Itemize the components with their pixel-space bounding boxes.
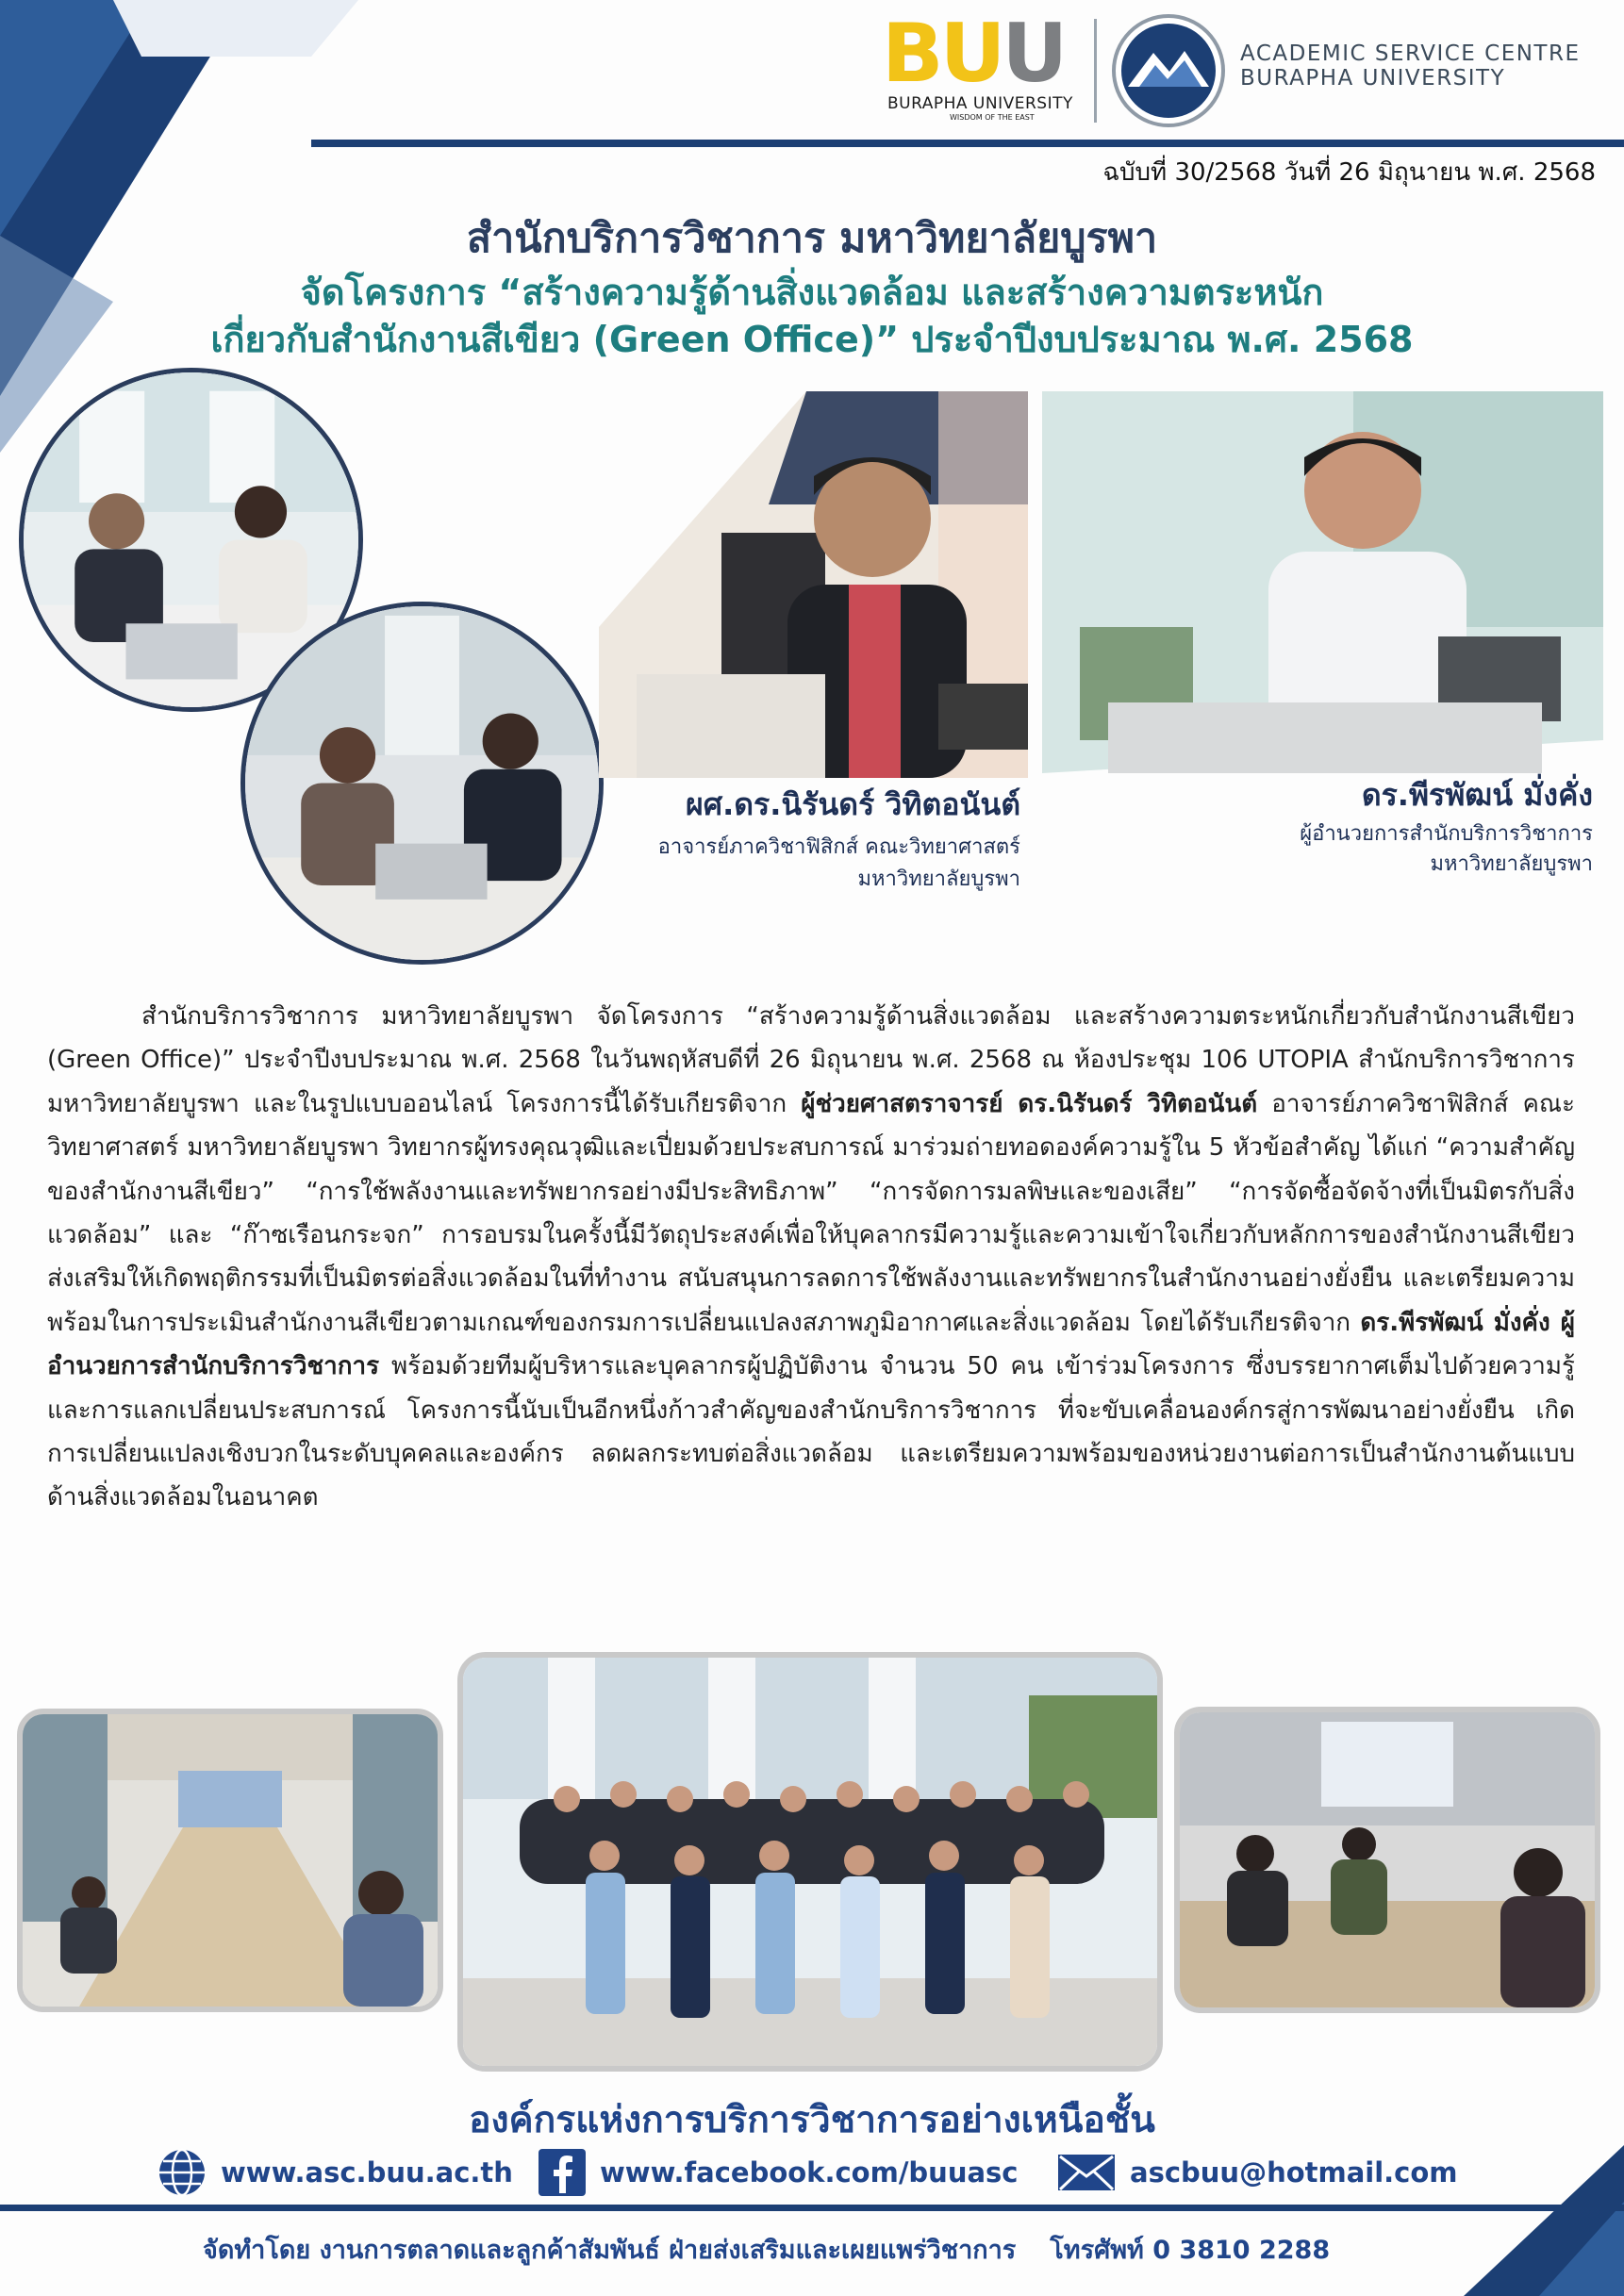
training-room-photo [1174, 1707, 1600, 2013]
headline-project-line1: จัดโครงการ “สร้างความรู้ด้านสิ่งแวดล้อม และสร้างความตระหนัก [300, 272, 1324, 313]
email-link[interactable]: ascbuu@hotmail.com [1130, 2156, 1458, 2189]
article-body [47, 995, 1575, 1520]
speaker-2-role: ผู้อำนวยการสำนักบริการวิชาการ [1300, 822, 1593, 846]
speaker-1-role: อาจารย์ภาควิชาฟิสิกส์ คณะวิทยาศาสตร์ [657, 835, 1020, 859]
footer-divider [0, 2205, 1624, 2211]
article-text-2: อาจารย์ภาควิชาฟิสิกส์ คณะวิทยาศาสตร์ มหาวิทยาลัยบูรพา วิทยากรผู้ทรงคุณวุฒิและเปี่ยมด้วยประสบการณ์ มาร่วมถ่ายทอดองค์ความรู้ใน 5 หัวข้อสำคัญ ได้แก่ “ความสำคัญของสำนักงานสีเขียว” “การใช้พลังงานและทรัพยากรอย่างมีประสิทธิภาพ” “การจัดการมลพิษและของเสีย” “การจัดซื้อจัดจ้างที่เป็นมิตรกับสิ่งแวดล้อม” และ “ก๊าซเรือนกระจก” การอบรมในครั้งนี้มีวัตถุประสงค์เพื่อให้บุคลากรมีความรู้และความเข้าใจเกี่ยวกับหลักการของสำนักงานสีเขียว ส่งเสริมให้เกิดพฤติกรรมที่เป็นมิตรต่อสิ่งแวดล้อมในที่ทำงาน สนับสนุนการลดการใช้พลังงานและทรัพยากรในสำนักงานอย่างยั่งยืน และเตรียมความพร้อมในการประเมินสำนักงานสีเขียวตามเกณฑ์ของกรมการเปลี่ยนแปลงสภาพภูมิอากาศและสิ่งแวดล้อม โดยได้รับเกียรติจาก [47, 1089, 1576, 1337]
article-text-3: พร้อมด้วยทีมผู้บริหารและบุคลากรผู้ปฏิบัติงาน จำนวน 50 คน เข้าร่วมโครงการ ซึ่งบรรยากาศเต็มไปด้วยความรู้ และการแลกเปลี่ยนประสบการณ์ โครงการนี้นับเป็นอีกหนึ่งก้าวสำคัญของสำนักบริการวิชาการ ที่จะขับเคลื่อนองค์กรสู่การพัฒนาอย่างยั่งยืน เกิดการเปลี่ยนแปลงเชิงบวกในระดับบุคคลและองค์กร ลดผลกระทบต่อสิ่งแวดล้อม และเตรียมความพร้อมของหน่วยงานต่อการเป็นสำนักงานต้นแบบด้านสิ่งแวดล้อมในอนาคต [47, 1352, 1575, 1512]
speaker-2-affiliation: มหาวิทยาลัยบูรพา [1430, 852, 1593, 876]
email-icon [1056, 2152, 1117, 2193]
website-contact[interactable] [157, 2146, 513, 2199]
headline-project-line2: เกี่ยวกับสำนักงานสีเขียว (Green Office)” ประจำปีงบประมาณ พ.ศ. 2568 [210, 319, 1414, 360]
issue-number: ฉบับที่ 30/2568 วันที่ 26 มิถุนายน พ.ศ. 2568 [1102, 158, 1596, 187]
speaker-1-affiliation: มหาวิทยาลัยบูรพา [857, 867, 1020, 891]
phone-number: โทรศัพท์ 0 3810 2288 [1050, 2236, 1331, 2265]
facebook-contact[interactable] [538, 2146, 1018, 2199]
email-contact[interactable] [1056, 2146, 1458, 2199]
speaker-1-photo [599, 391, 1028, 778]
producer-credit: จัดทำโดย งานการตลาดและลูกค้าสัมพันธ์ ฝ่ายส่งเสริมและเผยแพร่วิชาการ [203, 2236, 1017, 2265]
facebook-icon [538, 2148, 587, 2197]
header-divider [311, 140, 1624, 147]
article-director-mention: ดร.พีรพัฒน์ มั่งคั่ง ผู้อำนวยการสำนักบริการวิชาการ [47, 1308, 1575, 1381]
buu-logo: BUU BURAPHA UNIVERSITY WISDOM OF THE EAST [882, 7, 1073, 122]
speaker-2-photo [1042, 391, 1603, 773]
headline-organization: สำนักบริการวิชาการ มหาวิทยาลัยบูรพา [466, 215, 1158, 262]
academic-service-centre-logo [1111, 13, 1226, 128]
facebook-link[interactable]: www.facebook.com/buuasc [600, 2156, 1019, 2189]
meeting-room-photo [17, 1709, 443, 2012]
speaker-2-name: ดร.พีรพัฒน์ มั่งคั่ง [1361, 777, 1593, 813]
footer-credit [203, 2229, 1330, 2270]
article-text-1: สำนักบริการวิชาการ มหาวิทยาลัยบูรพา จัดโครงการ “สร้างความรู้ด้านสิ่งแวดล้อม และสร้างความตระหนักเกี่ยวกับสำนักงานสีเขียว (Green Office)” ประจำปีงบประมาณ พ.ศ. 2568 ในวันพฤหัสบดีที่ 26 มิถุนายน พ.ศ. 2568 ณ ห้องประชุม 106 UTOPIA สำนักบริการวิชาการ มหาวิทยาลัยบูรพา และในรูปแบบออนไลน์ โครงการนี้ได้รับเกียรติจาก [47, 1002, 1575, 1118]
group-photo [457, 1652, 1163, 2072]
meeting-photo-circle-2 [240, 602, 604, 965]
logo-separator [1094, 19, 1097, 123]
article-speaker-1-mention: ผู้ช่วยศาสตราจารย์ ดร.นิรันดร์ วิทิตอนันต์ [801, 1089, 1258, 1118]
centre-name: ACADEMIC SERVICE CENTRE BURAPHA UNIVERSITY [1240, 41, 1581, 91]
website-link[interactable]: www.asc.buu.ac.th [221, 2156, 513, 2189]
slogan: องค์กรแห่งการบริการวิชาการอย่างเหนือชั้น [469, 2099, 1155, 2141]
globe-icon [157, 2147, 207, 2198]
speaker-1-name: ผศ.ดร.นิรันดร์ วิทิตอนันต์ [686, 786, 1020, 822]
